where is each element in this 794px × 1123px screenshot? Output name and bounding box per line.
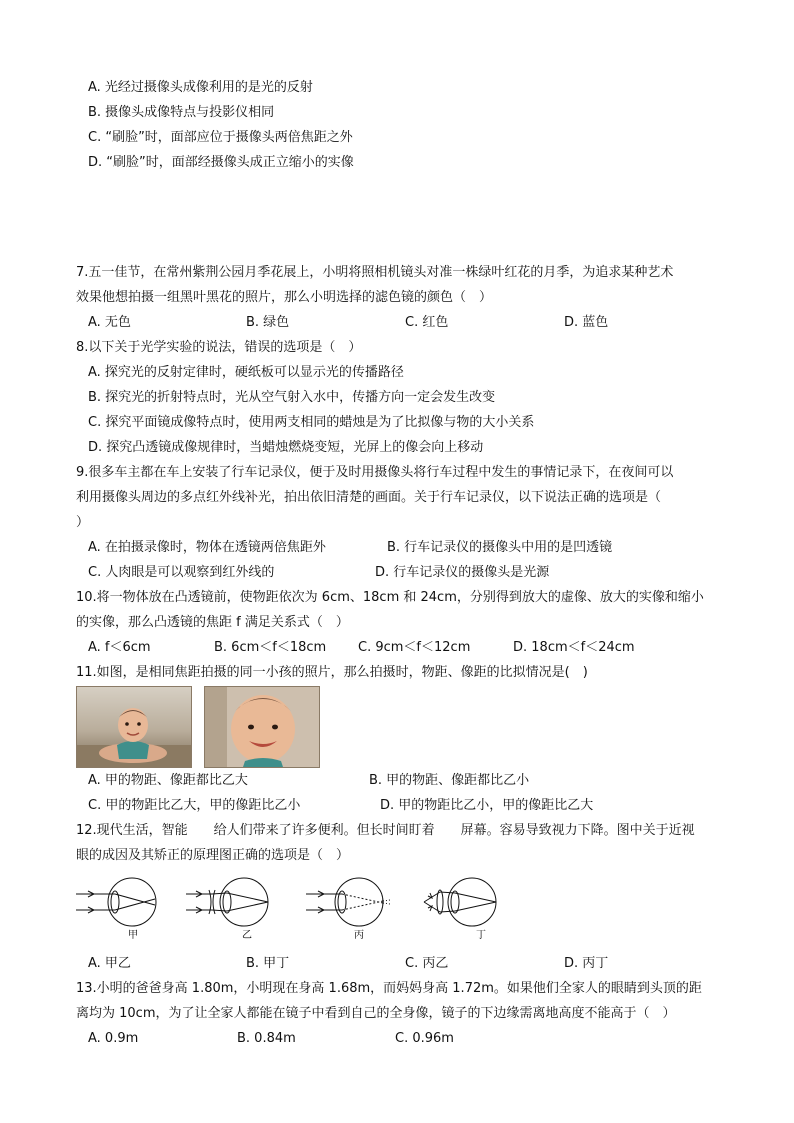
baby-photo-yi	[204, 686, 320, 768]
q12-option-b: B. 甲丁	[246, 956, 290, 971]
q13-stem-line1: 13.小明的爸爸身高 1.80m，小明现在身高 1.68m，而妈妈身高 1.72m。如果他们全家人的眼睛到头顶的距	[76, 981, 702, 996]
q11-stem: 11.如图，是相同焦距拍摄的同一小孩的照片，那么拍摄时，物距、像距的比拟情况是( )	[76, 665, 588, 680]
q13-option-b: B. 0.84m	[237, 1031, 296, 1046]
eye-diagram-yi	[186, 878, 268, 926]
q11-option-d: D. 甲的物距比乙小，甲的像距比乙大	[380, 798, 594, 813]
q9-option-d: D. 行车记录仪的摄像头是光源	[375, 565, 550, 580]
q6-option-d: D. “刷脸”时，面部经摄像头成正立缩小的实像	[88, 155, 354, 170]
q10-option-c: C. 9cm＜f＜12cm	[358, 640, 471, 655]
q9-stem-line2: 利用摄像头周边的多点红外线补光，拍出依旧清楚的画面。关于行车记录仪，以下说法正确的选项是（	[76, 490, 662, 505]
q9-option-b: B. 行车记录仪的摄像头中用的是凹透镜	[387, 540, 613, 555]
q7-option-d: D. 蓝色	[564, 315, 609, 330]
q9-stem-line1: 9.很多车主都在车上安装了行车记录仪，便于及时用摄像头将行车过程中发生的事情记录下，在夜间可以	[76, 465, 674, 480]
eye-diagram-jia	[76, 878, 156, 926]
eye-diagram-bing	[306, 878, 390, 926]
q11-option-a: A. 甲的物距、像距都比乙大	[88, 773, 248, 788]
q12-option-c: C. 丙乙	[405, 956, 449, 971]
q13-option-c: C. 0.96m	[395, 1031, 454, 1046]
q6-option-c: C. “刷脸”时，面部应位于摄像头两倍焦距之外	[88, 130, 353, 145]
eye-diagram-ding	[424, 878, 496, 926]
q10-stem-line2: 的实像，那么凸透镜的焦距 f 满足关系式（ ）	[76, 615, 349, 630]
q11-option-c: C. 甲的物距比乙大，甲的像距比乙小	[88, 798, 301, 813]
q13-option-a: A. 0.9m	[88, 1031, 139, 1046]
q12-option-d: D. 丙丁	[564, 956, 609, 971]
q12-stem-line1: 12.现代生活，智能 给人们带来了许多便利。但长时间盯着 屏幕。容易导致视力下降。图中关于近视	[76, 823, 695, 838]
q7-stem-line1: 7.五一佳节，在常州紫荆公园月季花展上，小明将照相机镜头对准一株绿叶红花的月季，为追求某种艺术	[76, 265, 674, 280]
q6-option-a: A. 光经过摄像头成像利用的是光的反射	[88, 80, 313, 95]
q13-stem-line2: 离均为 10cm，为了让全家人都能在镜子中看到自己的全身像，镜子的下边缘需离地高度不能高于（ ）	[76, 1006, 676, 1021]
q9-stem-line3: ）	[76, 515, 90, 530]
q12-stem-line2: 眼的成因及其矫正的原理图正确的选项是（ ）	[76, 848, 350, 863]
eye-label-jia: 甲	[128, 930, 138, 941]
q10-option-b: B. 6cm＜f＜18cm	[214, 640, 327, 655]
q10-stem-line1: 10.将一物体放在凸透镜前，使物距依次为 6cm、18cm 和 24cm，分别得到放大的虚像、放大的实像和缩小	[76, 590, 704, 605]
eye-label-bing: 丙	[354, 930, 364, 941]
q9-option-c: C. 人肉眼是可以观察到红外线的	[88, 565, 275, 580]
q9-option-a: A. 在拍摄录像时，物体在透镜两倍焦距外	[88, 540, 326, 555]
q8-stem: 8.以下关于光学实验的说法，错误的选项是（ ）	[76, 340, 362, 355]
q10-option-d: D. 18cm＜f＜24cm	[513, 640, 635, 655]
q10-option-a: A. f＜6cm	[88, 640, 151, 655]
eye-label-ding: 丁	[476, 930, 486, 941]
q7-option-c: C. 红色	[405, 315, 449, 330]
q7-option-a: A. 无色	[88, 315, 131, 330]
eye-label-yi: 乙	[242, 930, 252, 941]
q8-option-a: A. 探究光的反射定律时，硬纸板可以显示光的传播路径	[88, 365, 404, 380]
q11-option-b: B. 甲的物距、像距都比乙小	[369, 773, 530, 788]
eye-diagram	[74, 872, 514, 944]
q7-option-b: B. 绿色	[246, 315, 290, 330]
q6-option-b: B. 摄像头成像特点与投影仪相同	[88, 105, 275, 120]
q8-option-c: C. 探究平面镜成像特点时，使用两支相同的蜡烛是为了比拟像与物的大小关系	[88, 415, 535, 430]
q12-option-a: A. 甲乙	[88, 956, 131, 971]
baby-photo-jia	[76, 686, 192, 768]
q7-stem-line2: 效果他想拍摄一组黑叶黑花的照片，那么小明选择的滤色镜的颜色（ ）	[76, 290, 493, 305]
q8-option-d: D. 探究凸透镜成像规律时，当蜡烛燃烧变短，光屏上的像会向上移动	[88, 440, 484, 455]
q8-option-b: B. 探究光的折射特点时，光从空气射入水中，传播方向一定会发生改变	[88, 390, 496, 405]
